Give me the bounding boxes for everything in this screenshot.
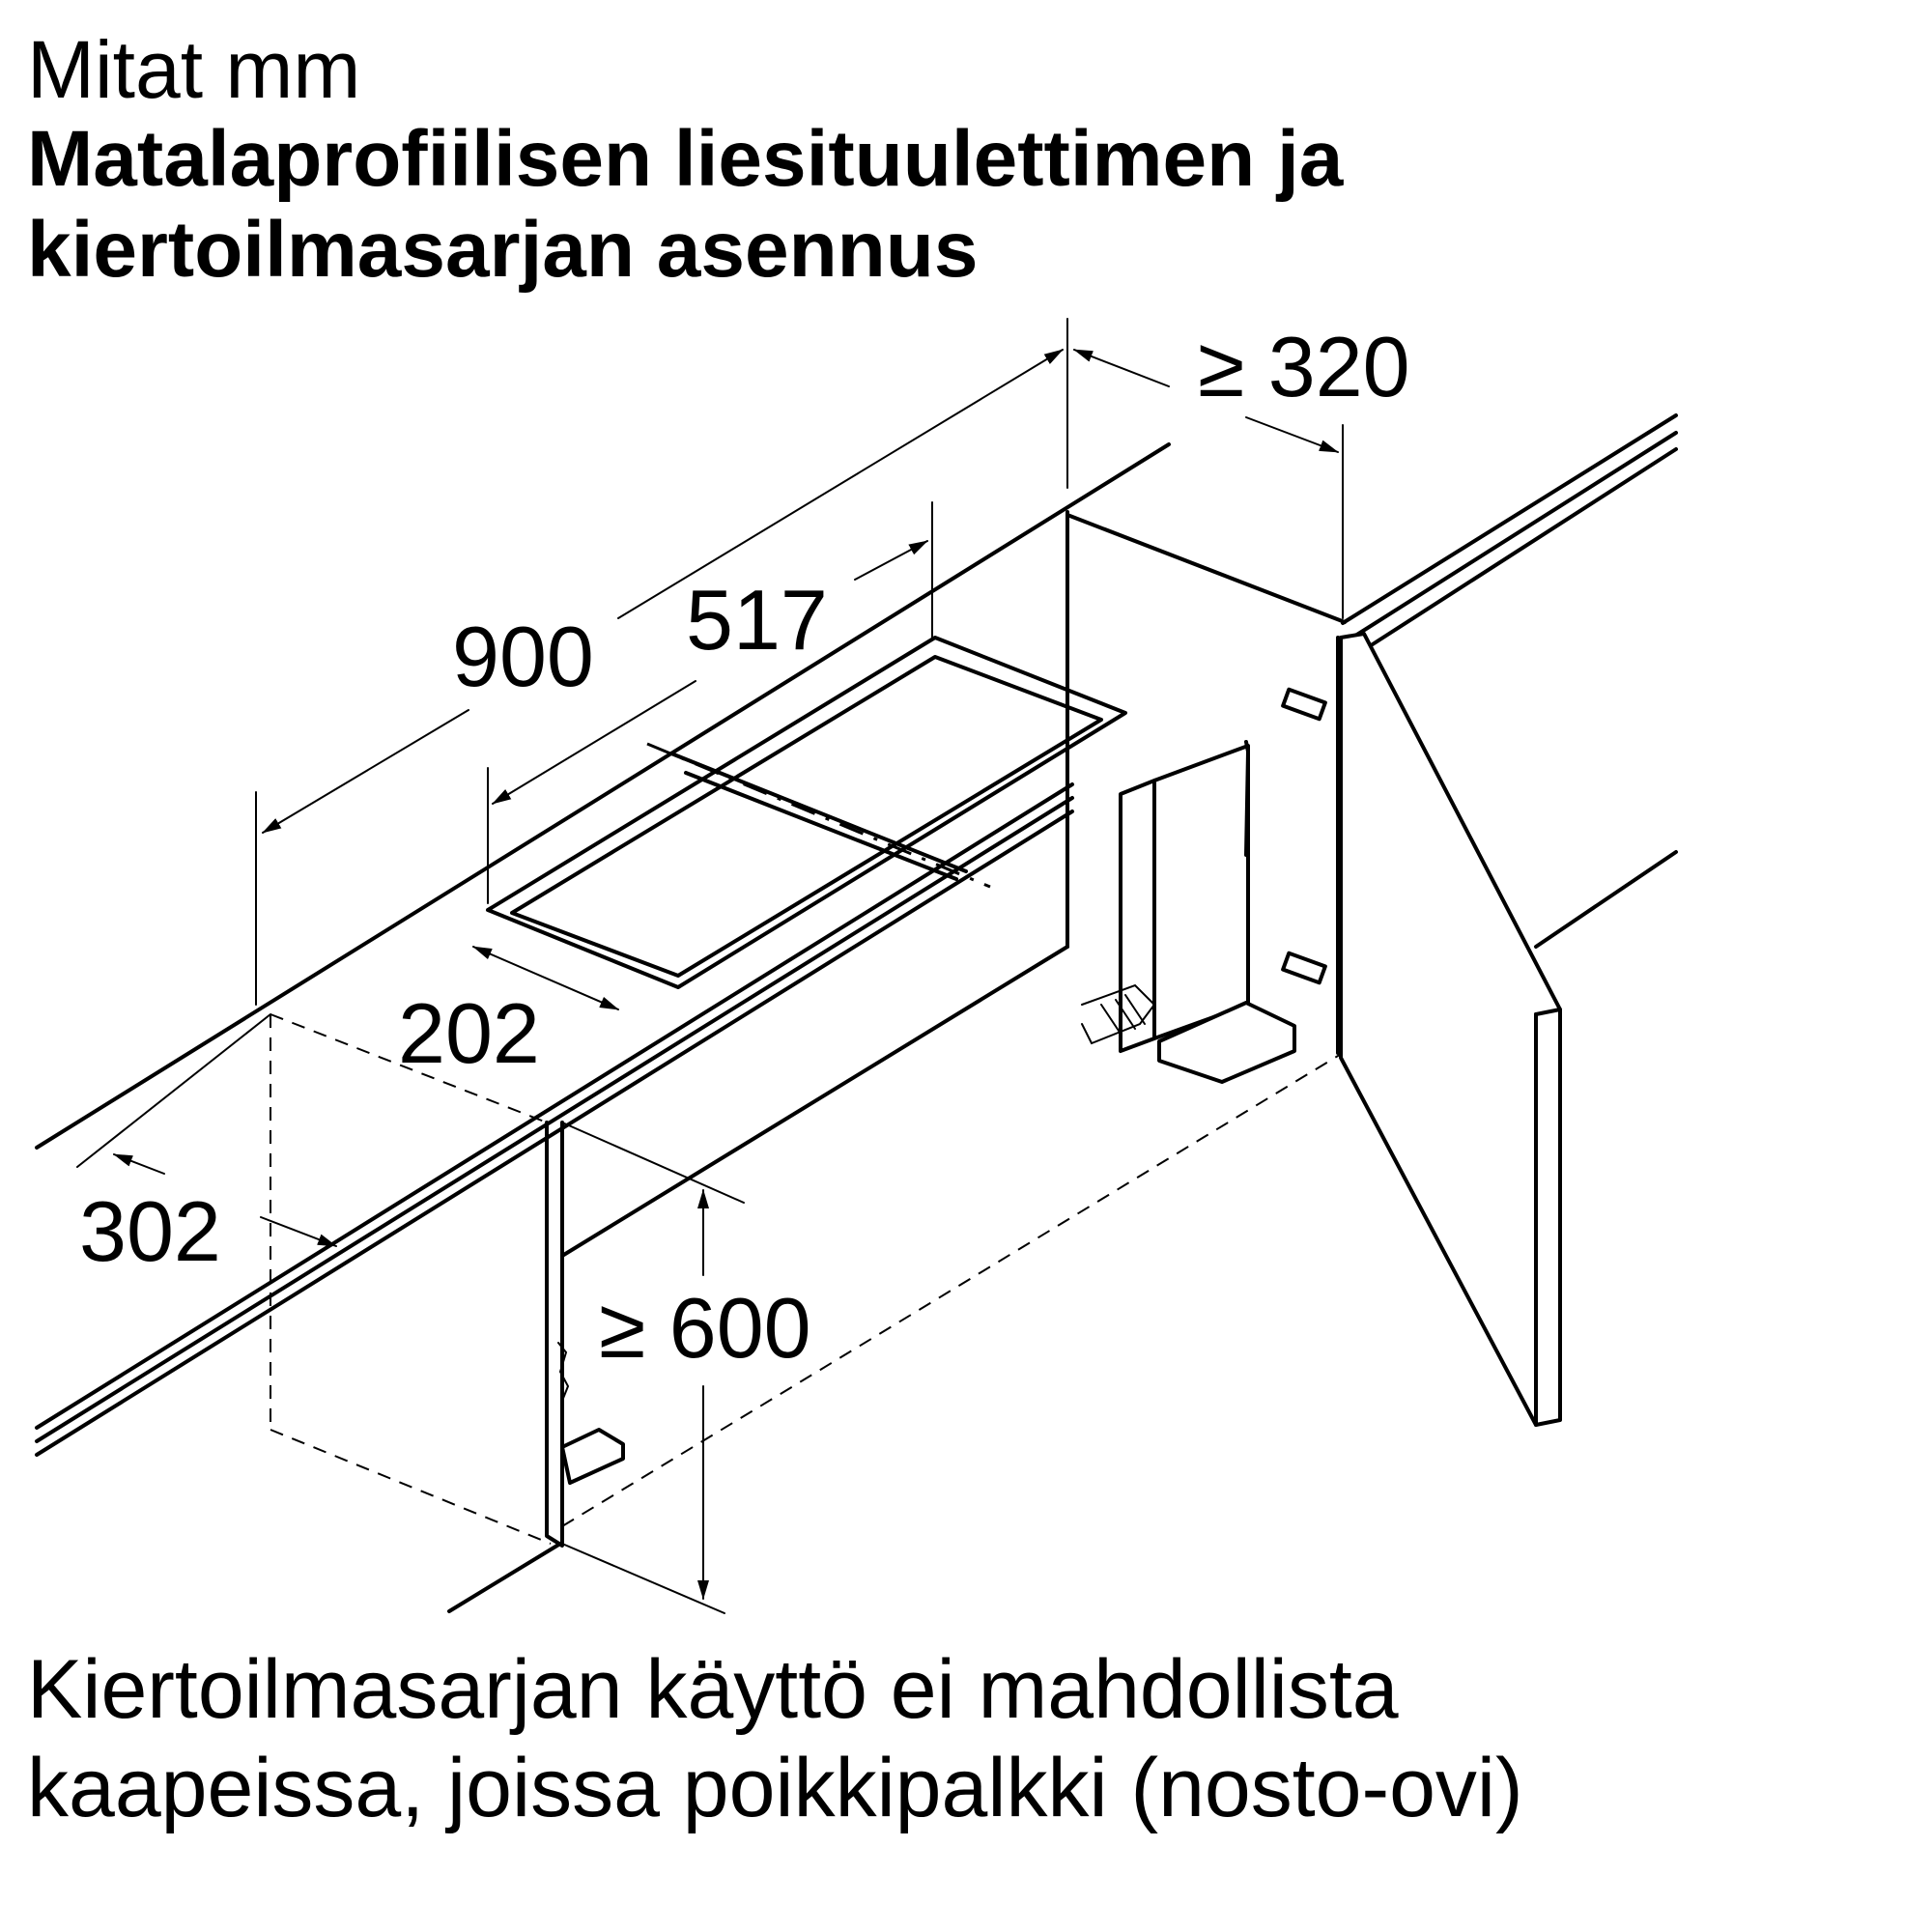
- center-line: [647, 744, 990, 887]
- note-line-2: kaapeissa, joissa poikkipalkki (nosto-ovi): [27, 1742, 1523, 1834]
- dim-320-arrow-right: [1246, 417, 1338, 452]
- dim-320: [1067, 319, 1410, 618]
- dim-320-arrow-left: [1074, 350, 1169, 386]
- dim-600-ext-bottom: [562, 1544, 724, 1613]
- title-line-1: Matalaprofiilisen liesituulettimen ja: [27, 115, 1344, 203]
- cabinet-shelf-edge: [562, 947, 1067, 1256]
- worktop-right-end: [1067, 515, 1345, 622]
- left-base-plate: [562, 1430, 623, 1483]
- hinge-top: [1283, 690, 1325, 720]
- dim-900-arrow-right: [618, 350, 1063, 618]
- dim-302-arrow-back: [114, 1154, 164, 1174]
- footer-note: [27, 1640, 1523, 1837]
- dim-320-label: ≥ 320: [1198, 319, 1410, 414]
- dim-302-label: 302: [79, 1183, 221, 1279]
- cabinet-hidden-bottom-left: [270, 1430, 551, 1544]
- dim-302-arrow-front: [261, 1217, 336, 1246]
- cabinet-plinth: [449, 1544, 560, 1611]
- cutout-inner: [512, 657, 1101, 976]
- wall-base-right: [1536, 852, 1676, 947]
- dim-302: [77, 1014, 336, 1279]
- worktop-right-front-upper: [1343, 415, 1676, 623]
- worktop-front-edge-upper: [37, 784, 1072, 1428]
- filter-unit-front: [1154, 746, 1248, 1038]
- note-line-1: Kiertoilmasarjan käyttö ei mahdollista: [27, 1643, 1399, 1736]
- dim-302-ext-back: [77, 1014, 270, 1167]
- dim-202-label: 202: [398, 985, 540, 1081]
- worktop-front-edge-bottom: [37, 811, 1072, 1455]
- dim-900-arrow-left: [263, 710, 469, 833]
- units-label: Mitat mm: [27, 24, 361, 115]
- dim-600: [562, 1122, 811, 1613]
- dim-600-label: ≥ 600: [599, 1280, 811, 1376]
- dim-517-label: 517: [686, 572, 828, 668]
- dim-900-label: 900: [452, 609, 594, 704]
- recirculation-unit: [1082, 742, 1294, 1082]
- dim-517-900: [256, 350, 1063, 1005]
- worktop-right-front-lower: [1362, 449, 1676, 651]
- door-panel: [1341, 634, 1560, 1425]
- dim-202: [398, 947, 618, 1081]
- title-line-2: kiertoilmasarjan asennus: [27, 206, 979, 294]
- filter-bracket: [1246, 742, 1248, 855]
- worktop-right-front-mid: [1352, 433, 1676, 638]
- hinge-bottom: [1283, 953, 1325, 983]
- cabinet-left-side: [547, 1122, 562, 1546]
- hob-vent-back: [686, 773, 956, 879]
- cabinet-door: [1341, 634, 1676, 1425]
- dim-517-arrow-right: [855, 541, 927, 580]
- worktop-front-edge-lower: [37, 798, 1072, 1441]
- worktop-back-edge: [37, 444, 1169, 1148]
